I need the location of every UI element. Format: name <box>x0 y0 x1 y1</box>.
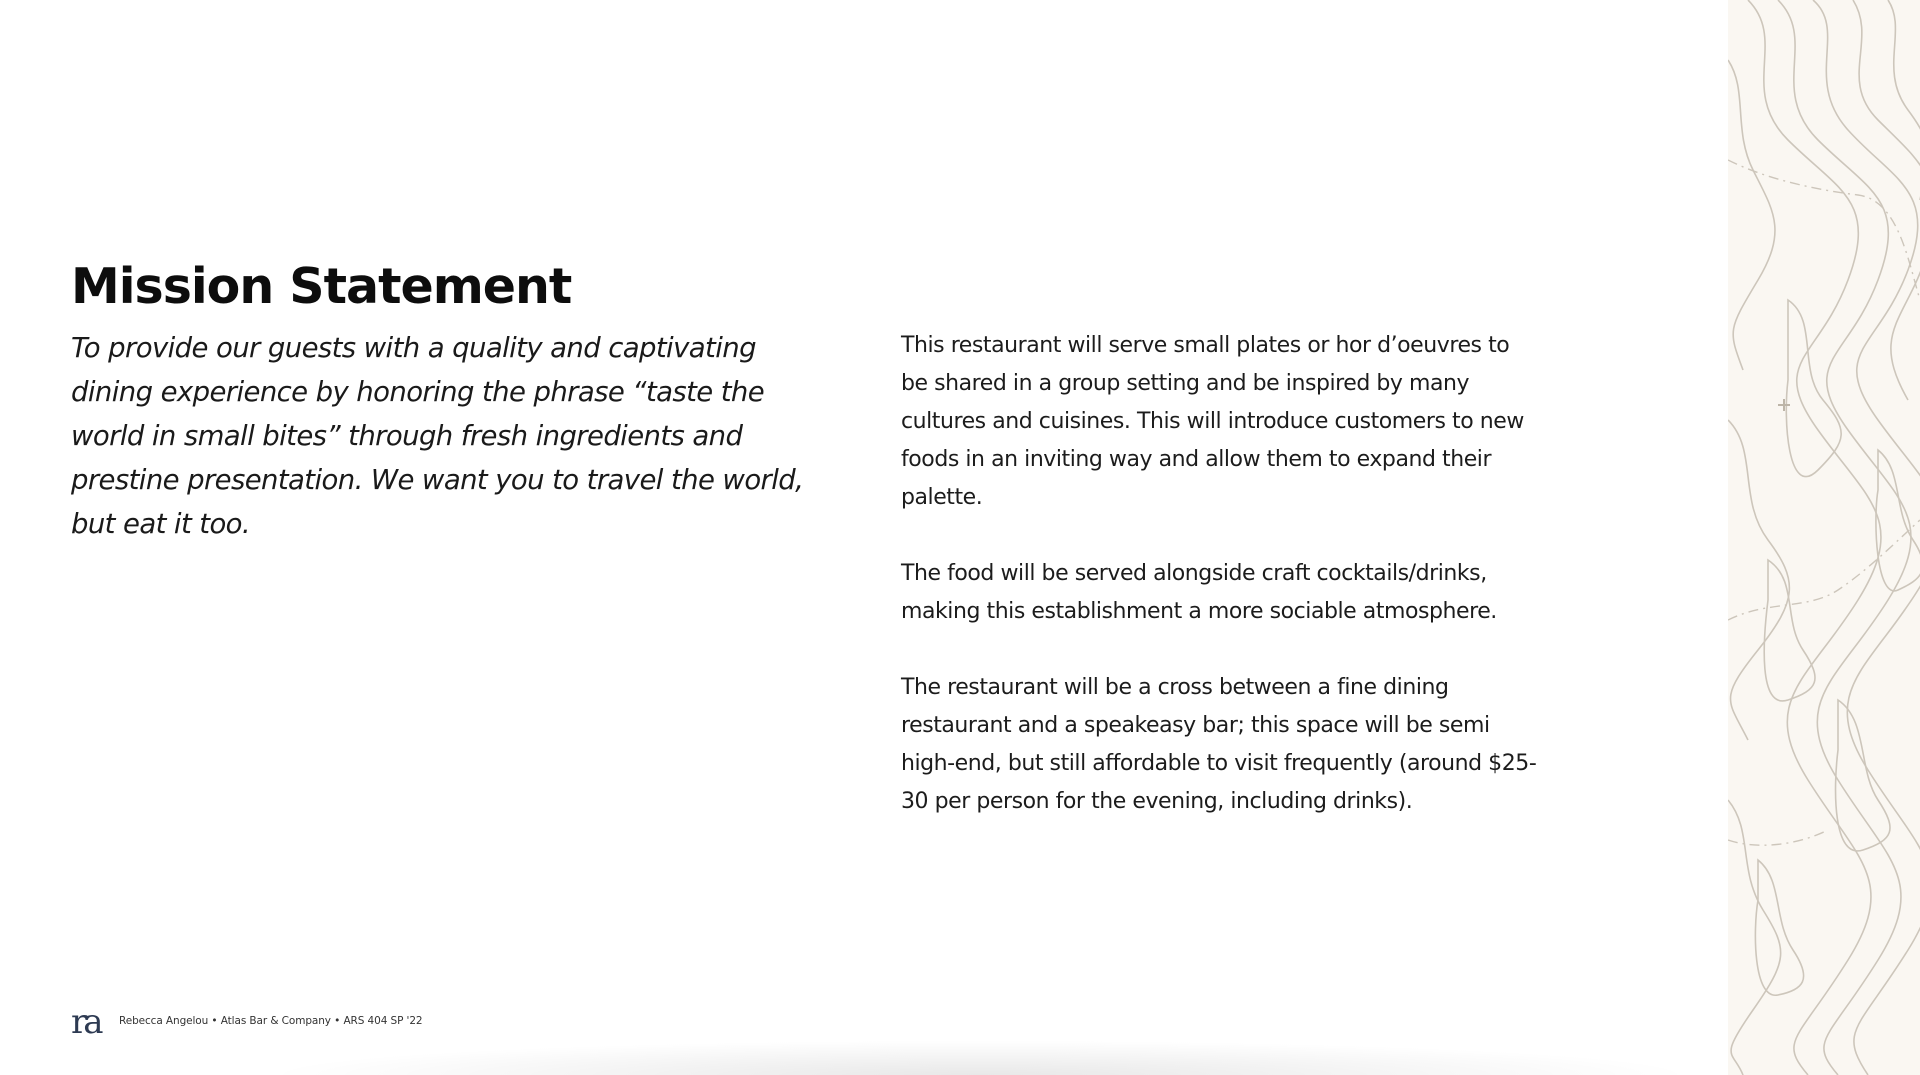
body-paragraph: This restaurant will serve small plates or hor d’oeuvres to be shared in a group setting and be inspired by many cultures and cuisines. This will introduce customers to new foods in an inviting way and allow them to expand their palette. <box>901 333 1524 510</box>
bottom-shadow <box>260 1040 1700 1075</box>
body-paragraph: The restaurant will be a cross between a fine dining restaurant and a speakeasy bar; this space will be semi high-end, but still affordable to visit frequently (around $25-30 per person for the evening, including drinks). <box>901 675 1537 814</box>
page-title: Mission Statement <box>71 258 572 315</box>
mission-quote: To provide our guests with a quality and captivating dining experience by honoring the phrase “taste the world in small bites” through fresh ingredients and prestine presentation. We want you to travel the world, but eat it too. <box>71 332 804 540</box>
body-paragraph: The food will be served alongside craft cocktails/drinks, making this establishment a more sociable atmosphere. <box>901 561 1497 624</box>
topographic-lines <box>1728 0 1920 1075</box>
footer <box>71 1003 423 1039</box>
plus-icon <box>1778 399 1790 411</box>
ra-logo <box>71 1003 109 1039</box>
body-text-column <box>901 327 1541 859</box>
topographic-pattern <box>1728 0 1920 1075</box>
svg-text:ra: ra <box>71 1003 100 1039</box>
footer-credits: Rebecca Angelou • Atlas Bar & Company • ARS 404 SP '22 <box>119 1015 423 1027</box>
